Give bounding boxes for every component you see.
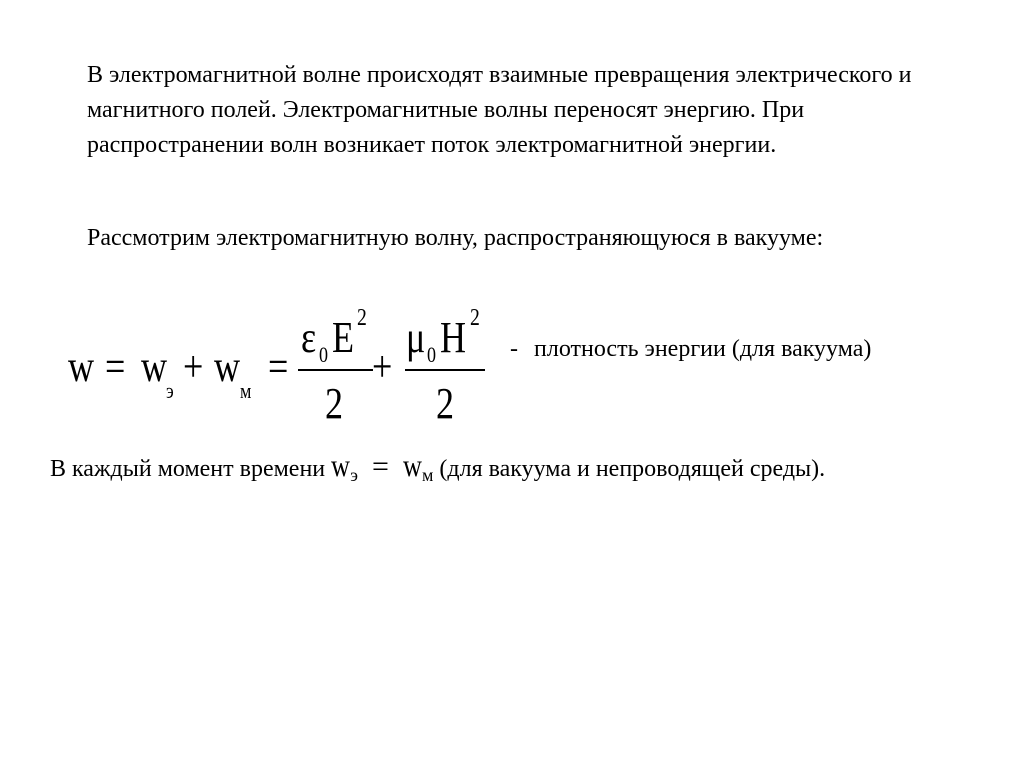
formula-denominator-2: 2 bbox=[436, 379, 455, 428]
formula-H: H bbox=[440, 313, 467, 362]
formula-denominator-1: 2 bbox=[325, 379, 344, 428]
formula-w-m: w bbox=[214, 342, 241, 391]
moment-suffix: (для вакуума и непроводящей среды). bbox=[439, 456, 826, 482]
moment-statement bbox=[50, 447, 825, 486]
intro-paragraph: В электромагнитной волне происходят взаимные превращения электрического и магнитного полей. Электромагнитные волны переносят энергию. При распространении волн возникает поток электромагнитной энергии. bbox=[87, 62, 912, 158]
formula-equals: = bbox=[105, 342, 126, 391]
formula-plus: + bbox=[183, 342, 204, 391]
moment-sub-m: м bbox=[422, 465, 434, 485]
label-text: плотность энергии (для вакуума) bbox=[534, 336, 872, 362]
consider-paragraph: Рассмотрим электромагнитную волну, распространяющуюся в вакууме: bbox=[87, 225, 824, 251]
formula-mu: μ bbox=[406, 313, 426, 362]
fraction-line-2 bbox=[405, 369, 485, 371]
fraction-line-1 bbox=[298, 369, 373, 371]
formula-w: w bbox=[68, 342, 95, 391]
energy-density-formula bbox=[68, 300, 548, 435]
formula-H-power: 2 bbox=[470, 305, 480, 331]
formula-plus-2: + bbox=[372, 342, 393, 391]
formula-sub-m: м bbox=[240, 378, 252, 403]
moment-w-m: w bbox=[402, 447, 422, 483]
formula-label bbox=[510, 336, 871, 363]
moment-prefix: В каждый момент времени bbox=[50, 456, 326, 482]
formula-E-power: 2 bbox=[357, 305, 367, 331]
moment-sub-e: э bbox=[350, 465, 358, 485]
formula-w-e: w bbox=[141, 342, 168, 391]
label-dash: - bbox=[510, 336, 518, 362]
formula-epsilon: ε bbox=[301, 313, 317, 362]
formula-sub-e: э bbox=[166, 378, 174, 403]
formula-E: E bbox=[332, 313, 355, 362]
moment-equals: = bbox=[371, 450, 389, 483]
formula-epsilon-sub: 0 bbox=[319, 342, 329, 367]
moment-w-e: w bbox=[331, 447, 351, 483]
formula-equals-2: = bbox=[268, 342, 289, 391]
formula-mu-sub: 0 bbox=[427, 342, 437, 367]
